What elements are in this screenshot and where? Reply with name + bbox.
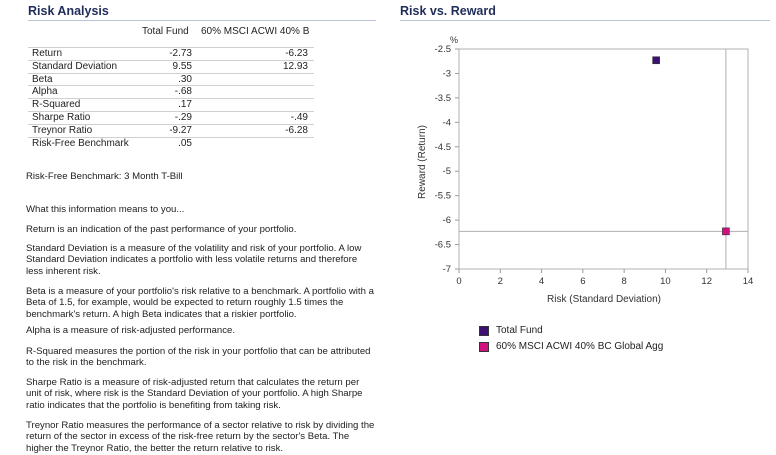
risk-reward-title: Risk vs. Reward xyxy=(400,4,496,18)
total-fund-value: -.29 xyxy=(136,111,220,124)
x-tick-label: 6 xyxy=(580,276,586,287)
explanation-return: Return is an indication of the past performance of your portfolio. xyxy=(26,224,297,235)
benchmark-value xyxy=(220,86,314,99)
y-unit-label: % xyxy=(449,35,459,45)
y-tick-label: -6 xyxy=(442,215,451,227)
risk-analysis-title: Risk Analysis xyxy=(28,4,109,18)
x-tick-label: 10 xyxy=(660,276,671,287)
explanation-standard-deviation: Standard Deviation is a measure of the volatility and risk of your portfolio. A low Standard Deviation indicates a portfolio with less volatile returns and therefore less inherent risk. xyxy=(26,243,362,277)
risk-free-note: Risk-Free Benchmark: 3 Month T-Bill xyxy=(26,171,183,182)
explanation-alpha: Alpha is a measure of risk-adjusted performance. xyxy=(26,325,236,336)
metric-label: Beta xyxy=(28,73,136,86)
benchmark-value xyxy=(220,99,314,112)
column-header-total-fund: Total Fund xyxy=(142,26,189,37)
y-tick-label: -5.5 xyxy=(434,190,451,202)
legend-item-benchmark xyxy=(479,341,663,352)
metric-label: Alpha xyxy=(28,86,136,99)
y-tick-label: -7 xyxy=(442,264,451,275)
metrics-row xyxy=(28,86,314,99)
legend-item-total-fund xyxy=(479,325,543,336)
explanation-intro: What this information means to you... xyxy=(26,204,185,215)
metrics-row xyxy=(28,73,314,86)
benchmark-value: -6.28 xyxy=(220,124,314,137)
legend-label-total-fund: Total Fund xyxy=(496,325,543,336)
point-total-fund xyxy=(653,57,660,64)
metrics-table xyxy=(28,47,314,149)
risk-analysis-rule xyxy=(28,20,376,21)
total-fund-value: -2.73 xyxy=(136,48,220,61)
explanation-treynor-ratio: Treynor Ratio measures the performance of a sector relative to risk by dividing the return of the sector in excess of the risk-free return by the sector's Beta. The higher the Treynor Ratio, the better the return relative to risk. xyxy=(26,420,375,454)
x-tick-label: 14 xyxy=(742,276,754,287)
legend-label-benchmark: 60% MSCI ACWI 40% BC Global Agg xyxy=(496,341,664,352)
explanation-r-squared: R-Squared measures the portion of the risk in your portfolio that can be attributed to the risk in the benchmark. xyxy=(26,346,371,369)
x-tick-label: 0 xyxy=(456,276,462,287)
total-fund-value: 9.55 xyxy=(136,60,220,73)
explanation-beta: Beta is a measure of your portfolio's risk relative to a benchmark. A portfolio with a Beta of 1.5, for example, would be expected to return roughly 1.5 times the benchmark's return. A high Beta indicates that a riskier portfolio. xyxy=(26,286,374,320)
benchmark-value xyxy=(220,73,314,86)
risk-reward-chart xyxy=(400,30,770,315)
x-tick-label: 8 xyxy=(621,276,627,287)
y-axis-ticks xyxy=(435,44,459,275)
benchmark-value: -.49 xyxy=(220,111,314,124)
metrics-row xyxy=(28,48,314,61)
total-fund-value: .30 xyxy=(136,73,220,86)
x-axis-ticks xyxy=(456,269,753,287)
explanation-sharpe-ratio: Sharpe Ratio is a measure of risk-adjusted return that calculates the return per unit of risk, where risk is the Standard Deviation of your portfolio. A high Sharpe ratio indicates that the portfolio is benefiting from taking risk. xyxy=(26,377,363,411)
metrics-row xyxy=(28,124,314,137)
x-tick-label: 2 xyxy=(497,276,503,287)
legend-swatch-benchmark xyxy=(479,342,489,352)
total-fund-value: -9.27 xyxy=(136,124,220,137)
plot-frame xyxy=(459,49,748,269)
metric-label: R-Squared xyxy=(28,99,136,112)
metric-label: Treynor Ratio xyxy=(28,124,136,137)
y-tick-label: -4.5 xyxy=(434,141,451,153)
total-fund-value: -.68 xyxy=(136,86,220,99)
benchmark-value: 12.93 xyxy=(220,60,314,73)
y-tick-label: -6.5 xyxy=(434,239,451,251)
total-fund-value: .17 xyxy=(136,99,220,112)
metric-label: Return xyxy=(28,48,136,61)
y-axis-title: Reward (Return) xyxy=(417,125,428,199)
risk-reward-rule xyxy=(400,20,770,21)
metric-label: Sharpe Ratio xyxy=(28,111,136,124)
x-tick-label: 4 xyxy=(538,276,545,287)
benchmark-value xyxy=(220,137,314,149)
y-tick-label: -2.5 xyxy=(434,44,451,55)
total-fund-value: .05 xyxy=(136,137,220,149)
y-tick-label: -3 xyxy=(442,68,451,80)
metric-label: Risk-Free Benchmark xyxy=(28,137,136,149)
benchmark-value: -6.23 xyxy=(220,48,314,61)
y-tick-label: -4 xyxy=(442,117,451,129)
metrics-row xyxy=(28,99,314,112)
y-tick-label: -3.5 xyxy=(434,92,451,104)
y-tick-label: -5 xyxy=(442,166,451,178)
metrics-row xyxy=(28,111,314,124)
metric-label: Standard Deviation xyxy=(28,60,136,73)
metrics-row xyxy=(28,60,314,73)
x-tick-label: 12 xyxy=(701,276,713,287)
metrics-row xyxy=(28,137,314,149)
x-axis-title: Risk (Standard Deviation) xyxy=(547,294,661,305)
column-header-benchmark: 60% MSCI ACWI 40% B xyxy=(201,26,310,37)
point-benchmark xyxy=(722,228,729,235)
legend-swatch-total-fund xyxy=(479,326,489,336)
